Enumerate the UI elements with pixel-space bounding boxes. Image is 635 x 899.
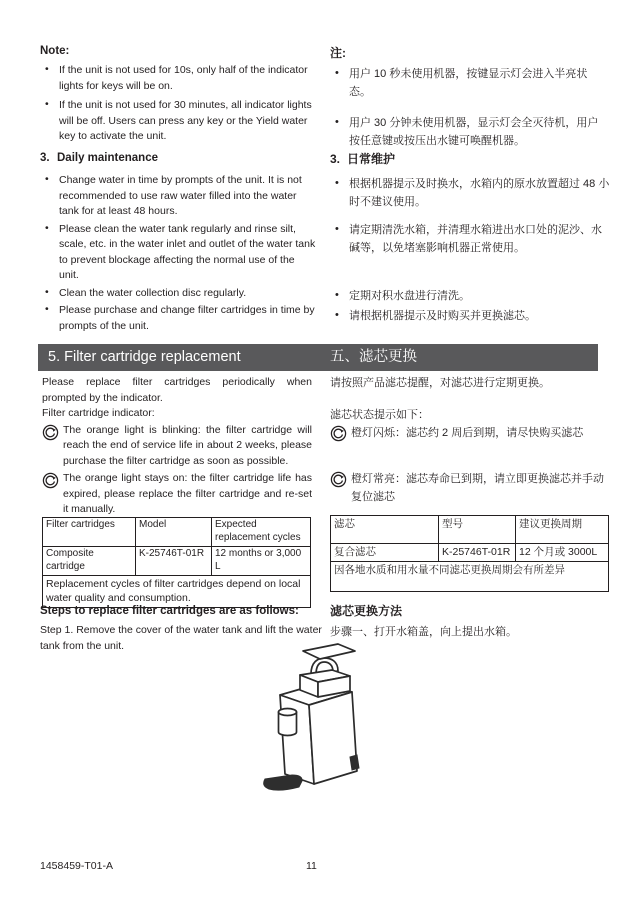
indicator-text: The orange light stays on: the filter cartridge life has expired, please replace the filter cartridge and re-set it manually. (63, 472, 312, 515)
table-cell: K-25746T-01R (439, 544, 516, 562)
step1-text-zh: 步骤一、打开水箱盖，向上提出水箱。 (330, 626, 517, 638)
steps-section-zh (330, 602, 612, 641)
note-bullet: • If the unit is not used for 30 minutes, all indicator lights will be off. Users can press any key or the Yield water key to activate the unit. (40, 98, 314, 145)
table-note: Replacement cycles of filter cartridges depend on local water quality and consumption. (43, 576, 311, 608)
table-header-cell: 滤芯 (331, 516, 439, 544)
water-dispenser-exploded-view (252, 642, 366, 802)
section-title: Daily maintenance (57, 152, 158, 164)
table-cell: K-25746T-01R (136, 547, 212, 576)
maintenance-bullet: • 请定期清洗水箱，并清理水箱进出水口处的泥沙、水碱等，以免堵塞影响机器正常使用。 (330, 221, 610, 257)
table-note: 因各地水质和用水量不同滤芯更换周期会有所差异 (331, 562, 609, 592)
table-cell: 12 months or 3,000 L (212, 547, 311, 576)
table-cell: 12 个月或 3000L (516, 544, 609, 562)
maintenance-section-zh (330, 150, 610, 325)
section-bar-title-zh: 五、滤芯更换 (330, 349, 417, 365)
table-note-row (43, 576, 311, 608)
filter-table-zh (330, 515, 609, 592)
step1-text-en: Step 1. Remove the cover of the water tank and lift the water tank from the unit. (40, 624, 322, 652)
filter-intro-zh: 请按照产品滤芯提醒，对滤芯进行定期更换。 (330, 377, 550, 389)
indicator-item (42, 471, 312, 518)
table-row (43, 547, 311, 576)
section-number: 3. (330, 152, 341, 166)
filter-table-en (42, 517, 311, 608)
table-header-cell: 型号 (439, 516, 516, 544)
section-bar (38, 344, 598, 371)
indicator-item (42, 423, 312, 470)
note-bullet: • If the unit is not used for 10s, only half of the indicator lights for keys will be on. (40, 63, 314, 94)
note-title-zh: 注: (330, 46, 346, 60)
note-bullet: • 用户 10 秒未使用机器，按键显示灯会进入半亮状态。 (330, 65, 608, 101)
footer-doc-code: 1458459-T01-A (40, 860, 113, 872)
note-list-en (40, 63, 314, 145)
table-cell: Composite cartridge (43, 547, 136, 576)
indicator-text: The orange light is blinking: the filter cartridge will reach the end of service life in about 2 weeks, please purchase the filter cartridge as soon as possible. (63, 423, 312, 467)
note-list-zh (330, 65, 608, 150)
footer-page-number: 11 (306, 860, 317, 872)
steps-title-en: Steps to replace filter cartridges are as follows: (40, 605, 299, 617)
note-section-zh (330, 44, 608, 150)
table-header-row (43, 518, 311, 547)
maintenance-bullet: • Clean the water collection disc regularly. (40, 286, 316, 302)
table-cell: 复合滤芯 (331, 544, 439, 562)
filter-section-en (42, 375, 312, 518)
steps-title-zh: 滤芯更换方法 (330, 604, 403, 618)
table-header-cell: Model (136, 518, 212, 547)
table-note-row (331, 562, 609, 592)
section-number: 3. (40, 152, 50, 164)
filter-reset-circle-icon (330, 471, 347, 488)
maintenance-bullet: • 定期对积水盘进行清洗。 (330, 287, 610, 305)
maintenance-bullet: • Change water in time by prompts of the unit. It is not recommended to use raw water filled into the water tank for at least 48 hours. (40, 173, 316, 220)
maintenance-list-en (40, 173, 316, 334)
indicator-text: 橙灯闪烁：滤芯约 2 周后到期，请尽快购买滤芯 (351, 427, 584, 439)
table-header-cell: Expected replacement cycles (212, 518, 311, 547)
indicator-item (330, 424, 612, 442)
maintenance-bullet: • 请根据机器提示及时购买并更换滤芯。 (330, 307, 610, 325)
filter-intro-en: Please replace filter cartridges periodically when prompted by the indicator. (42, 376, 312, 404)
table-header-cell: Filter cartridges (43, 518, 136, 547)
note-title-en: Note: (40, 45, 70, 57)
indicator-text: 橙灯常亮：滤芯寿命已到期，请立即更换滤芯并手动复位滤芯 (351, 473, 604, 503)
table-header-cell: 建议更换周期 (516, 516, 609, 544)
maintenance-heading-en (40, 151, 316, 166)
table-row (331, 544, 609, 562)
section-bar-title-en: 5. Filter cartridge replacement (48, 349, 241, 365)
indicator-item (330, 470, 612, 506)
maintenance-heading-zh (330, 150, 610, 168)
filter-section-zh (330, 374, 612, 506)
maintenance-bullet: • 根据机器提示及时换水，水箱内的原水放置超过 48 小时不建议使用。 (330, 175, 610, 211)
filter-indicator-label-zh: 滤芯状态提示如下： (330, 409, 429, 421)
filter-reset-circle-icon (42, 472, 59, 489)
filter-reset-circle-icon (42, 424, 59, 441)
filter-indicator-label-en: Filter cartridge indicator: (42, 407, 155, 419)
note-section-en (40, 44, 314, 145)
section-title: 日常维护 (347, 152, 396, 166)
maintenance-bullet: • Please clean the water tank regularly and rinse silt, scale, etc. in the water inlet and outlet of the water tank to prevent blockage affecting the normal use of the unit. (40, 222, 316, 284)
filter-reset-circle-icon (330, 425, 347, 442)
table-header-row (331, 516, 609, 544)
maintenance-list-zh (330, 175, 610, 325)
note-bullet: • 用户 30 分钟未使用机器，显示灯会全灭待机，用户按任意键或按压出水键可唤醒机器。 (330, 114, 608, 150)
maintenance-bullet: • Please purchase and change filter cartridges in time by prompts of the unit. (40, 303, 316, 334)
maintenance-section-en (40, 151, 316, 334)
